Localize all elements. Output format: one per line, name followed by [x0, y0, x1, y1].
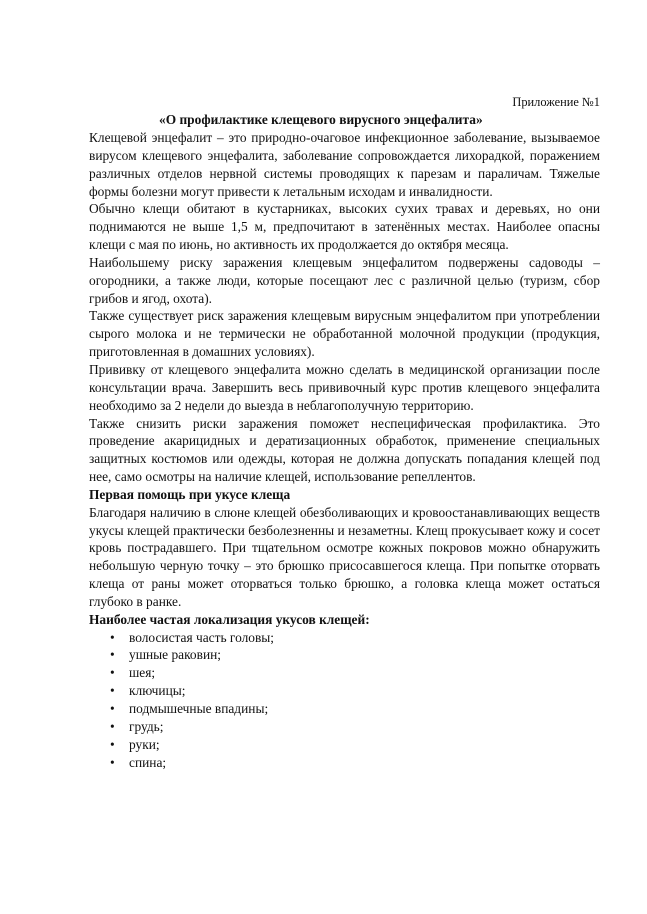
first-aid-heading: Первая помощь при укусе клеща	[89, 486, 291, 502]
list-item: • ключицы;	[89, 682, 600, 700]
localization-list	[89, 629, 600, 772]
paragraph-tick-habitat: Обычно клещи обитают в кустарниках, высоких сухих травах и деревьях, но они поднимаются не выше 1,5 м, предпочитают в затенённых местах. Наиболее опасны клещи с мая по июнь, но активность их продолжается до октября месяца.	[89, 201, 600, 253]
document-page	[89, 94, 600, 771]
list-item: • шея;	[89, 664, 600, 682]
appendix-label: Приложение №1	[512, 95, 600, 109]
list-item: • ушные раковин;	[89, 646, 600, 664]
document-title: «О профилактике клещевого вирусного энцефалита»	[159, 112, 483, 127]
list-item: • подмышечные впадины;	[89, 700, 600, 718]
list-item: • волосистая часть головы;	[89, 629, 600, 647]
paragraph-nonspecific-prevention: Также снизить риски заражения поможет неспецифическая профилактика. Это проведение акарицидных и дератизационных обработок, применение специальных защитных костюмов или одежды, которая не должна допускать попадания клещей под нее, само осмотры на наличие клещей, использование репеллентов.	[89, 415, 600, 485]
paragraph-risk-groups: Наибольшему риску заражения клещевым энцефалитом подвержены садоводы – огородники, а также люди, которые посещают лес с различной целью (туризм, сбор грибов и ягод, охота).	[89, 254, 600, 306]
paragraph-vaccination: Прививку от клещевого энцефалита можно сделать в медицинской организации после консультации врача. Завершить весь прививочный курс против клещевого энцефалита необходимо за 2 недели до выезда в неблагополучную территорию.	[89, 361, 600, 413]
paragraph-first-aid: Благодаря наличию в слюне клещей обезболивающих и кровоостанавливающих веществ укусы клещей практически безболезненны и незаметны. Клещ прокусывает кожу и сосет кровь пострадавшего. При тщательном осмотре кожных покровов можно обнаружить небольшую черную точку – это брюшко присосавшегося клеща. При попытке оторвать клеща от раны может оторваться только брюшко, а головка клеща может остаться глубоко в ранке.	[89, 504, 600, 609]
localization-heading: Наиболее частая локализация укусов клещей:	[89, 611, 370, 627]
paragraph-milk-risk: Также существует риск заражения клещевым вирусным энцефалитом при употреблении сырого молока и не термически не обработанной молочной продукции (продукция, приготовленная в домашних условиях).	[89, 308, 600, 360]
paragraph-tick-encephalitis-definition: Клещевой энцефалит – это природно-очаговое инфекционное заболевание, вызываемое вирусом клещевого энцефалита, заболевание сопровождается лихорадкой, поражением различных отделов нервной системы проводящих к парезам и параличам. Тяжелые формы болезни могут привести к летальным исходам и инвалидности.	[89, 130, 600, 199]
list-item: • спина;	[89, 754, 600, 772]
list-item: • грудь;	[89, 718, 600, 736]
list-item: • руки;	[89, 736, 600, 754]
